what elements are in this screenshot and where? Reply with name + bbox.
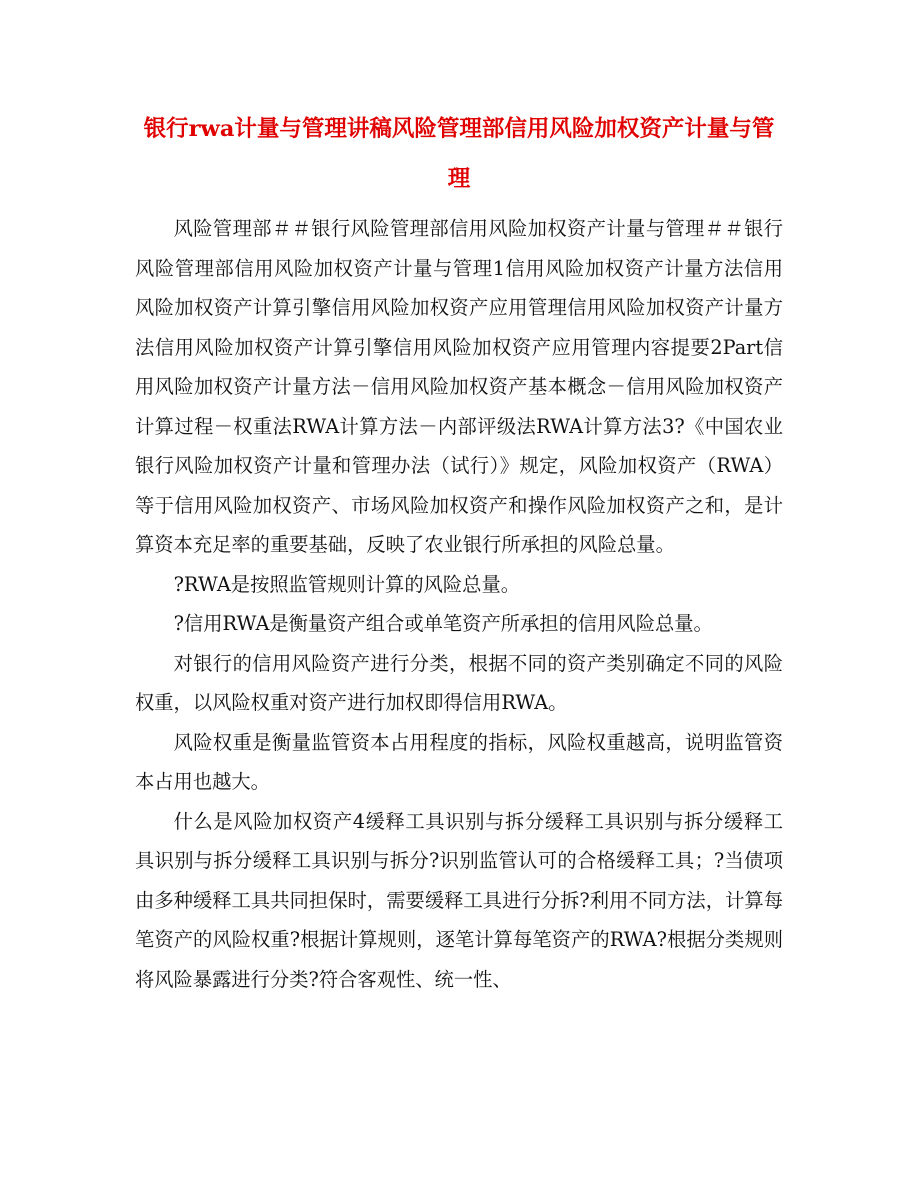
paragraph: ?信用RWA是衡量资产组合或单笔资产所承担的信用风险总量。 <box>173 612 713 635</box>
paragraph: 风险权重是衡量监管资本占用程度的指标，风险权重越高，说明监管资本占用也越大。 <box>135 730 783 793</box>
paragraph: 对银行的信用风险资产进行分类，根据不同的资产类别确定不同的风险权重，以风险权重对资产进行加权即得信用RWA。 <box>135 651 783 714</box>
document-title: 银行rwa计量与管理讲稿风险管理部信用风险加权资产计量与管理 <box>143 116 775 192</box>
paragraph: 风险管理部＃＃银行风险管理部信用风险加权资产计量与管理＃＃银行风险管理部信用风险加权资产计量与管理1信用风险加权资产计量方法信用风险加权资产计算引擎信用风险加权资产应用管理信用风险加权资产计量方法信用风险加权资产计算引擎信用风险加权资产应用管理内容提要2Part信用风险加权资产计量方法－信用风险加权资产基本概念－信用风险加权资产计算过程－权重法RWA计算方法－内部评级法RWA计算方法3?《中国农业银行风险加权资产计量和管理办法（试行）》规定，风险加权资产（RWA）等于信用风险加权资产、市场风险加权资产和操作风险加权资产之和，是计算资本充足率的重要基础，反映了农业银行所承担的风险总量。 <box>135 217 783 556</box>
document-page <box>135 0 783 999</box>
document-body <box>135 209 783 999</box>
paragraph: ?RWA是按照监管规则计算的风险总量。 <box>173 572 521 596</box>
paragraph: 什么是风险加权资产4缓释工具识别与拆分缓释工具识别与拆分缓释工具识别与拆分缓释工具识别与拆分?识别监管认可的合格缓释工具；?当债项由多种缓释工具共同担保时，需要缓释工具进行分拆?利用不同方法，计算每笔资产的风险权重?根据计算规则，逐笔计算每笔资产的RWA?根据分类规则将风险暴露进行分类?符合客观性、统一性、 <box>135 809 783 991</box>
